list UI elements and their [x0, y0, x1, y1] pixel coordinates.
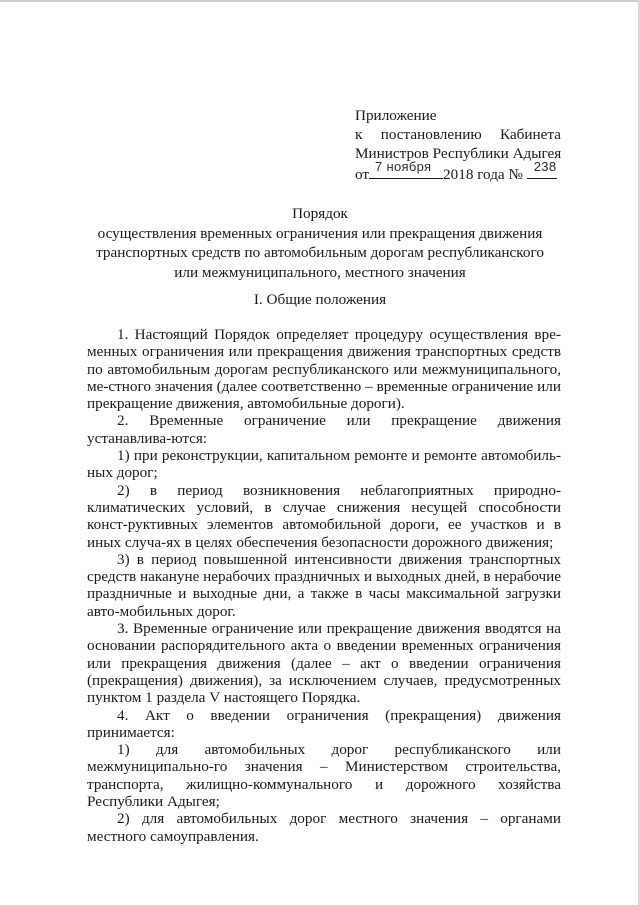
- paragraph-2-item-2: 2) в период возникновения неблагоприятных природно-климатических условий, в случае снижения несущей способности конст-руктивных элементов автомобильной дороги, ее участков и в иных случа-ях в целях обеспечения безопасности дорожного движения;: [87, 481, 561, 551]
- paragraph-1: 1. Настоящий Порядок определяет процедуру осуществления вре-менных ограничения или прекращения движения транспортных средств по автомобильным дорогам республиканского или межмуниципального, ме-стного значения (далее соответственно – временные ограничение или прекращение движения, автомобильные дороги).: [87, 326, 561, 413]
- paragraph-2-item-1: 1) при реконструкции, капитальном ремонте и ремонте автомобиль-ных дорог;: [87, 447, 561, 482]
- number-fill-line: [527, 159, 557, 179]
- appendix-ministers-line: Министров Республики Адыгея: [355, 145, 562, 162]
- appendix-word-k: к: [355, 126, 363, 143]
- document-title: [60, 204, 580, 282]
- title-subtitle-line-2: транспортных средств по автомобильным дорогам республиканского: [96, 244, 544, 261]
- appendix-resolution-line: [355, 125, 561, 144]
- paragraph-2-item-3: 3) в период повышенной интенсивности движения транспортных средств накануне нерабочих праздничных и выходных дней, в нерабочие праздничные и выходные дни, а также в часы максимальной загрузки авто-мобильных дорог.: [87, 550, 561, 620]
- title-subtitle-line-1: осуществления временных ограничения или прекращения движения: [97, 224, 543, 242]
- handwritten-number: 238: [533, 159, 557, 174]
- appendix-label: Приложение: [355, 107, 437, 124]
- from-label: от: [355, 166, 370, 183]
- appendix-word-resolution: постановлению: [380, 126, 482, 143]
- year-label: 2018 года №: [443, 166, 523, 183]
- handwritten-date: 7 ноября: [375, 159, 432, 174]
- scan-top-edge: [0, 0, 640, 2]
- paragraph-2: 2. Временные ограничение или прекращение движения устанавлива-ются:: [87, 412, 561, 447]
- paragraph-4-item-1: 1) для автомобильных дорог республиканского или межмуниципально-го значения – Министерством строительства, транспорта, жилищно-коммунального и дорожного хозяйства Республики Адыгея;: [87, 741, 561, 811]
- paragraph-3: 3. Временные ограничение или прекращение движения вводятся на основании распорядительного акта о введении временных ограничения или прекращения движения (далее – акт о введении ограничения (прекращения) движения), за исключением случаев, предусмотренных пунктом 1 раздела V настоящего Порядка.: [87, 620, 561, 707]
- title-heading: Порядок: [292, 205, 348, 222]
- title-subtitle-line-3: или межмуниципального, местного значения: [174, 263, 466, 281]
- date-fill-line: [369, 159, 443, 179]
- appendix-word-cabinet: Кабинета: [500, 126, 561, 143]
- appendix-date-line: [355, 159, 561, 183]
- paragraph-4-item-2: 2) для автомобильных дорог местного значения – органами местного самоуправления.: [87, 810, 561, 845]
- section-heading: I. Общие положения: [253, 291, 387, 308]
- paragraph-4: 4. Акт о введении ограничения (прекращения) движения принимается:: [87, 706, 561, 741]
- appendix-block: [355, 106, 561, 182]
- document-body: [87, 326, 561, 845]
